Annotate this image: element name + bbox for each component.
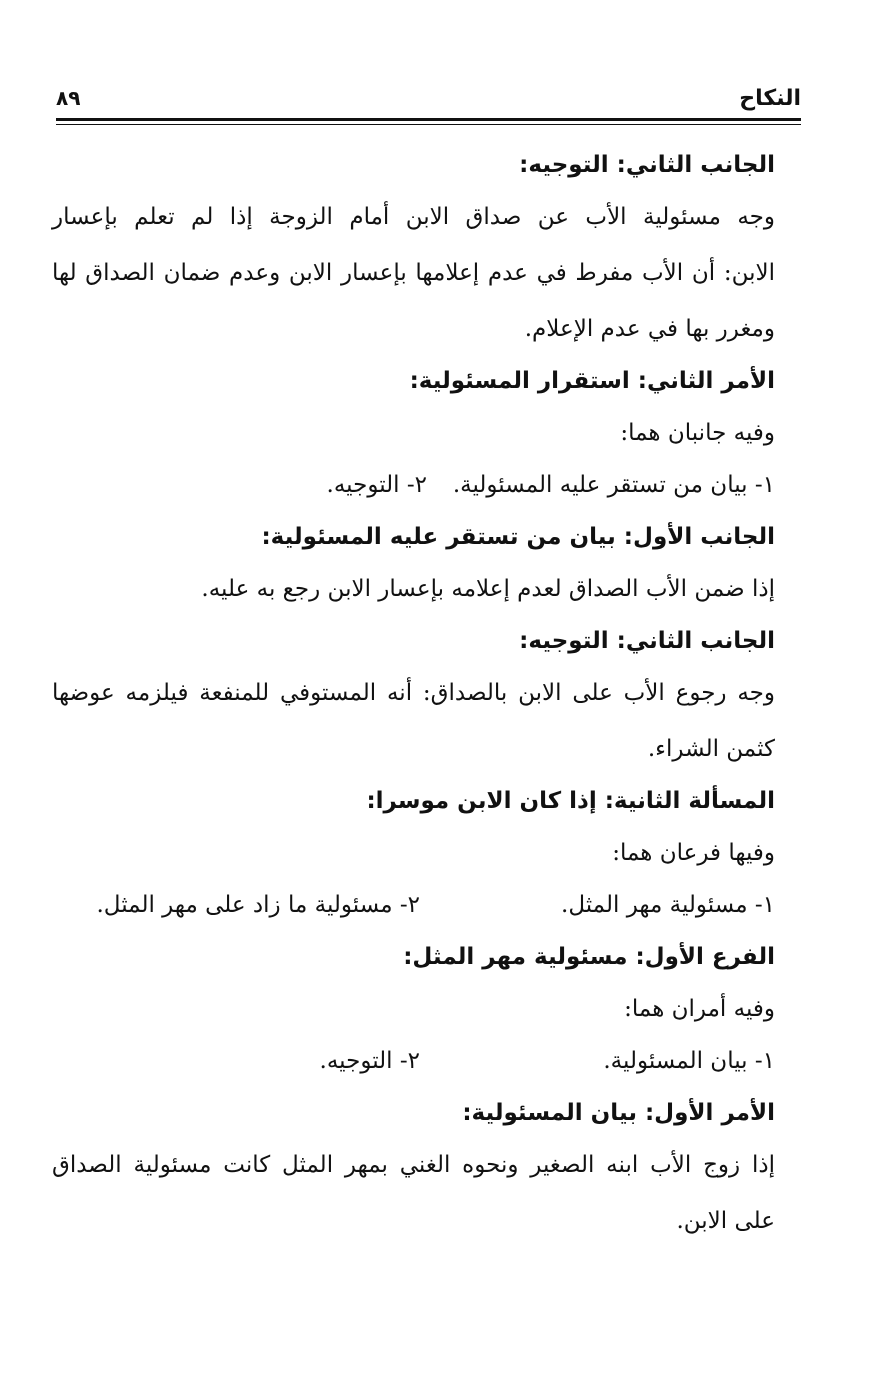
paragraph-line: وجه رجوع الأب على الابن بالصداق: أنه المستوفي للمنفعة فيلزمه عوضها (52, 680, 775, 706)
paragraph-line: وجه مسئولية الأب عن صداق الابن أمام الزوجة إذا لم تعلم بإعسار (52, 204, 775, 230)
paragraph-line: إذا زوج الأب ابنه الصغير ونحوه الغني بمهر المثل كانت مسئولية الصداق (52, 1152, 775, 1178)
header-rule-thin (56, 124, 801, 125)
numbered-list (52, 1046, 775, 1098)
paragraph-line: وفيه جانبان هما: (620, 420, 775, 446)
section-heading: الجانب الأول: بيان من تستقر عليه المسئولية: (261, 524, 775, 550)
page-number: ٨٩ (56, 86, 81, 110)
paragraph-line: وفيه أمران هما: (624, 996, 775, 1022)
list-item: ٢- التوجيه. (326, 472, 427, 498)
chapter-title: النكاح (739, 86, 801, 111)
page-body (52, 150, 775, 1258)
section-heading: الأمر الأول: بيان المسئولية: (462, 1100, 775, 1126)
list-item: ١- بيان المسئولية. (603, 1048, 775, 1074)
paragraph-line: كثمن الشراء. (647, 736, 775, 762)
running-header (56, 86, 801, 116)
list-item: ٢- التوجيه. (319, 1048, 420, 1074)
section-heading: الأمر الثاني: استقرار المسئولية: (409, 368, 775, 394)
list-item: ١- بيان من تستقر عليه المسئولية. (452, 472, 775, 498)
header-rule-thick (56, 118, 801, 121)
numbered-list (52, 470, 775, 522)
paragraph-line: ومغرر بها في عدم الإعلام. (524, 316, 775, 342)
section-heading: الجانب الثاني: التوجيه: (519, 152, 775, 178)
paragraph-line: وفيها فرعان هما: (612, 840, 775, 866)
list-item: ٢- مسئولية ما زاد على مهر المثل. (96, 892, 420, 918)
list-item: ١- مسئولية مهر المثل. (561, 892, 775, 918)
paragraph-line: إذا ضمن الأب الصداق لعدم إعلامه بإعسار الابن رجع به عليه. (201, 576, 775, 602)
section-heading: المسألة الثانية: إذا كان الابن موسرا: (366, 788, 775, 814)
paragraph-line: على الابن. (676, 1208, 775, 1234)
numbered-list (52, 890, 775, 942)
section-heading: الجانب الثاني: التوجيه: (519, 628, 775, 654)
section-heading: الفرع الأول: مسئولية مهر المثل: (403, 944, 775, 970)
paragraph-line: الابن: أن الأب مفرط في عدم إعلامها بإعسار الابن وعدم ضمان الصداق لها (52, 260, 775, 286)
